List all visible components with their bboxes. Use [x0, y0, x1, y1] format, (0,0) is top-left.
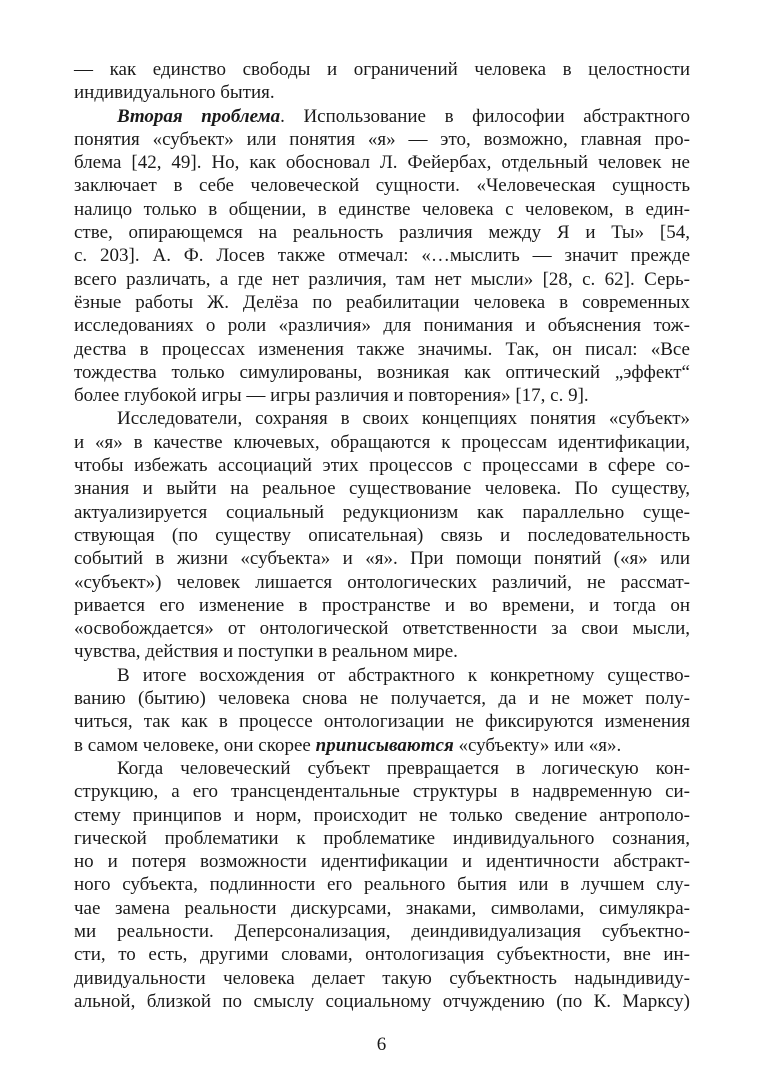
text-line: ми реальности. Деперсонализация, деиндивидуализация субъектно-	[74, 920, 690, 942]
text-run: . Использование в философии абстрактного	[280, 105, 690, 127]
text-line: знания и выйти на реальное существование человека. По существу,	[74, 478, 690, 500]
paragraph-3	[74, 407, 690, 663]
text-run: в самом человеке, они скорее	[74, 734, 316, 756]
text-line: чтобы избежать ассоциаций этих процессов с процессами в сфере со-	[74, 455, 690, 477]
text-line: стему принципов и норм, происходит не только сведение антрополо-	[74, 804, 690, 826]
paragraph-5	[74, 757, 690, 1013]
text-line: альной, близкой по смыслу социальному отчуждению (по К. Марксу)	[74, 990, 690, 1012]
text-line: струкцию, а его трансцендентальные структуры в надвременную си-	[74, 781, 690, 803]
text-line: «освобождается» от онтологической ответственности за свои мысли,	[74, 618, 690, 640]
text-line: ёзные работы Ж. Делёза по реабилитации человека в современных	[74, 291, 690, 313]
emphasized-word: приписываются	[315, 734, 454, 756]
text-line: ванию (бытию) человека снова не получается, да и не может полу-	[74, 688, 690, 710]
text-line: налицо только в общении, в единстве человека с человеком, в един-	[74, 198, 690, 220]
text-line: тождества только симулированы, возникая как оптический „эффект“	[74, 361, 690, 383]
text-line: ствующая (по существу описательная) связь и последовательность	[74, 524, 690, 546]
paragraph-2	[74, 105, 690, 408]
text-line: стве, опирающемся на реальность различия между Я и Ты» [54,	[74, 222, 690, 244]
text-line: ного субъекта, подлинности его реального бытия или в лучшем слу-	[74, 874, 690, 896]
text-line: В итоге восхождения от абстрактного к конкретному существо-	[117, 664, 690, 686]
text-line: но и потеря возможности идентификации и идентичности абстракт-	[74, 851, 690, 873]
text-line: «субъект») человек лишается онтологических различий, не рассмат-	[74, 571, 690, 593]
text-line: чувства, действия и поступки в реальном мире.	[74, 641, 458, 663]
text-line: — как единство свободы и ограничений человека в целостности	[74, 59, 690, 80]
text-line: блема [42, 49]. Но, как обосновал Л. Фейербах, отдельный человек не	[74, 152, 690, 174]
page-number: 6	[376, 1034, 387, 1055]
text-line: актуализируется социальный редукционизм как параллельно суще-	[74, 501, 690, 523]
text-line: дивидуальности человека делает такую субъектность надындивиду-	[74, 967, 690, 989]
text-line: более глубокой игры — игры различия и повторения» [17, с. 9].	[74, 385, 589, 407]
text-line: чае замена реальности дискурсами, знаками, символами, симулякра-	[74, 897, 690, 919]
text-line: с. 203]. А. Ф. Лосев также отмечал: «…мыслить — значит прежде	[74, 245, 690, 267]
paragraph-1	[74, 58, 690, 105]
text-line: событий в жизни «субъекта» и «я». При помощи понятий («я» или	[74, 548, 690, 570]
text-line: ривается его изменение в пространстве и во времени, и тогда он	[74, 594, 690, 616]
text-line: всего различать, а где нет различия, там нет мысли» [28, с. 62]. Серь-	[74, 268, 690, 290]
page-text	[74, 58, 690, 1013]
text-run: «субъекту» или «я».	[453, 734, 622, 756]
text-line: дества в процессах изменения также значимы. Так, он писал: «Все	[74, 338, 690, 360]
text-line: сти, то есть, другими словами, онтологизация субъектности, вне ин-	[74, 944, 690, 966]
paragraph-heading: Вторая проблема	[117, 105, 281, 127]
text-line: Когда человеческий субъект превращается в логическую кон-	[117, 757, 690, 779]
text-line: Исследователи, сохраняя в своих концепциях понятия «субъект»	[117, 408, 690, 430]
text-line: заключает в себе человеческой сущности. «Человеческая сущность	[74, 175, 690, 197]
text-line: индивидуального бытия.	[74, 82, 275, 104]
text-line: исследованиях о роли «различия» для понимания и объяснения тож-	[74, 315, 690, 337]
paragraph-4	[74, 664, 690, 757]
text-line: читься, так как в процессе онтологизации не фиксируются изменения	[74, 711, 690, 733]
text-line: понятия «субъект» или понятия «я» — это, возможно, главная про-	[74, 128, 690, 150]
text-line: и «я» в качестве ключевых, обращаются к процессам идентификации,	[74, 431, 690, 453]
text-line: гической проблематики к проблематике индивидуального сознания,	[74, 827, 690, 849]
text-line	[74, 734, 690, 757]
text-line	[74, 105, 690, 128]
